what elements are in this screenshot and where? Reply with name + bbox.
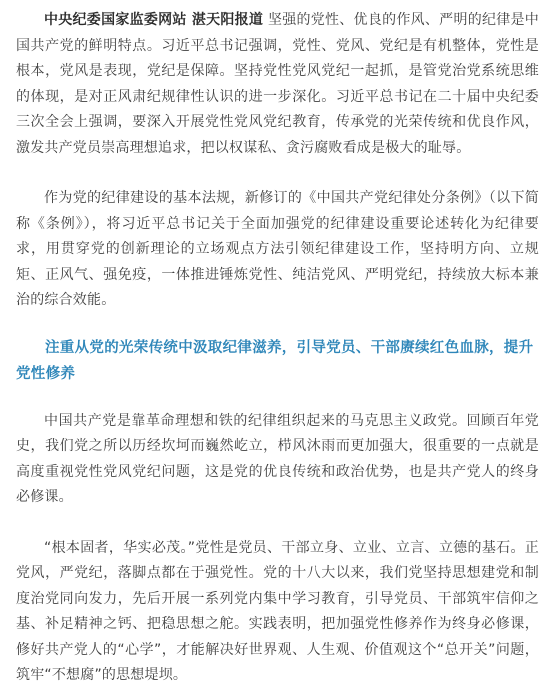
article-source-lead: 中央纪委国家监委网站 湛天阳报道 <box>44 12 264 28</box>
paragraph-text: 坚强的党性、优良的作风、严明的纪律是中国共产党的鲜明特点。习近平总书记强调，党性、党风、党纪是有机整体，党性是根本，党风是表现，党纪是保障。坚持党性党风党纪一起抓，是管党治党系统思维的体现，是对正风肃纪规律性认识的进一步深化。习近平总书记在二十届中央纪委三次全会上强调，要深入开展党性党风党纪教育，传承党的光荣传统和优良作风，激发共产党员崇高理想追求，把以权谋私、贪污腐败看成是极大的耻辱。 <box>16 12 539 156</box>
article-paragraph-3: 中国共产党是靠革命理想和铁的纪律组织起来的马克思主义政党。回顾百年党史，我们党之所以历经坎坷而巍然屹立，栉风沐雨而更加强大，很重要的一点就是高度重视党性党风党纪问题，这是党的优良传统和政治优势，也是共产党人的终身必修课。 <box>16 412 539 505</box>
article-paragraph-2: 作为党的纪律建设的基本法规，新修订的《中国共产党纪律处分条例》（以下简称《条例》），将习近平总书记关于全面加强党的纪律建设重要论述转化为纪律要求，用贯穿党的创新理论的立场观点方法引领纪律建设工作，坚持明方向、立规矩、正风气、强免疫，一体推进锤炼党性、纯洁党风、严明党纪，持续放大标本兼治的综合效能。 <box>16 190 539 308</box>
article-paragraph-1 <box>16 8 539 161</box>
article-paragraph-4: “根本固者，华实必茂。”党性是党员、干部立身、立业、立言、立德的基石。正党风，严党纪，落脚点都在于强党性。党的十八大以来，我们党坚持思想建党和制度治党同向发力，先后开展一系列党内集中学习教育，引导党员、干部筑牢信仰之基、补足精神之钙、把稳思想之舵。实践表明，把加强党性修养作为终身必修课，修好共产党人的“心学”，才能解决好世界观、人生观、价值观这个“总开关”问题，筑牢“不想腐”的思想堤坝。 <box>16 539 539 683</box>
section-subheading: 注重从党的光荣传统中汲取纪律滋养，引导党员、干部赓续红色血脉，提升党性修养 <box>16 339 534 382</box>
